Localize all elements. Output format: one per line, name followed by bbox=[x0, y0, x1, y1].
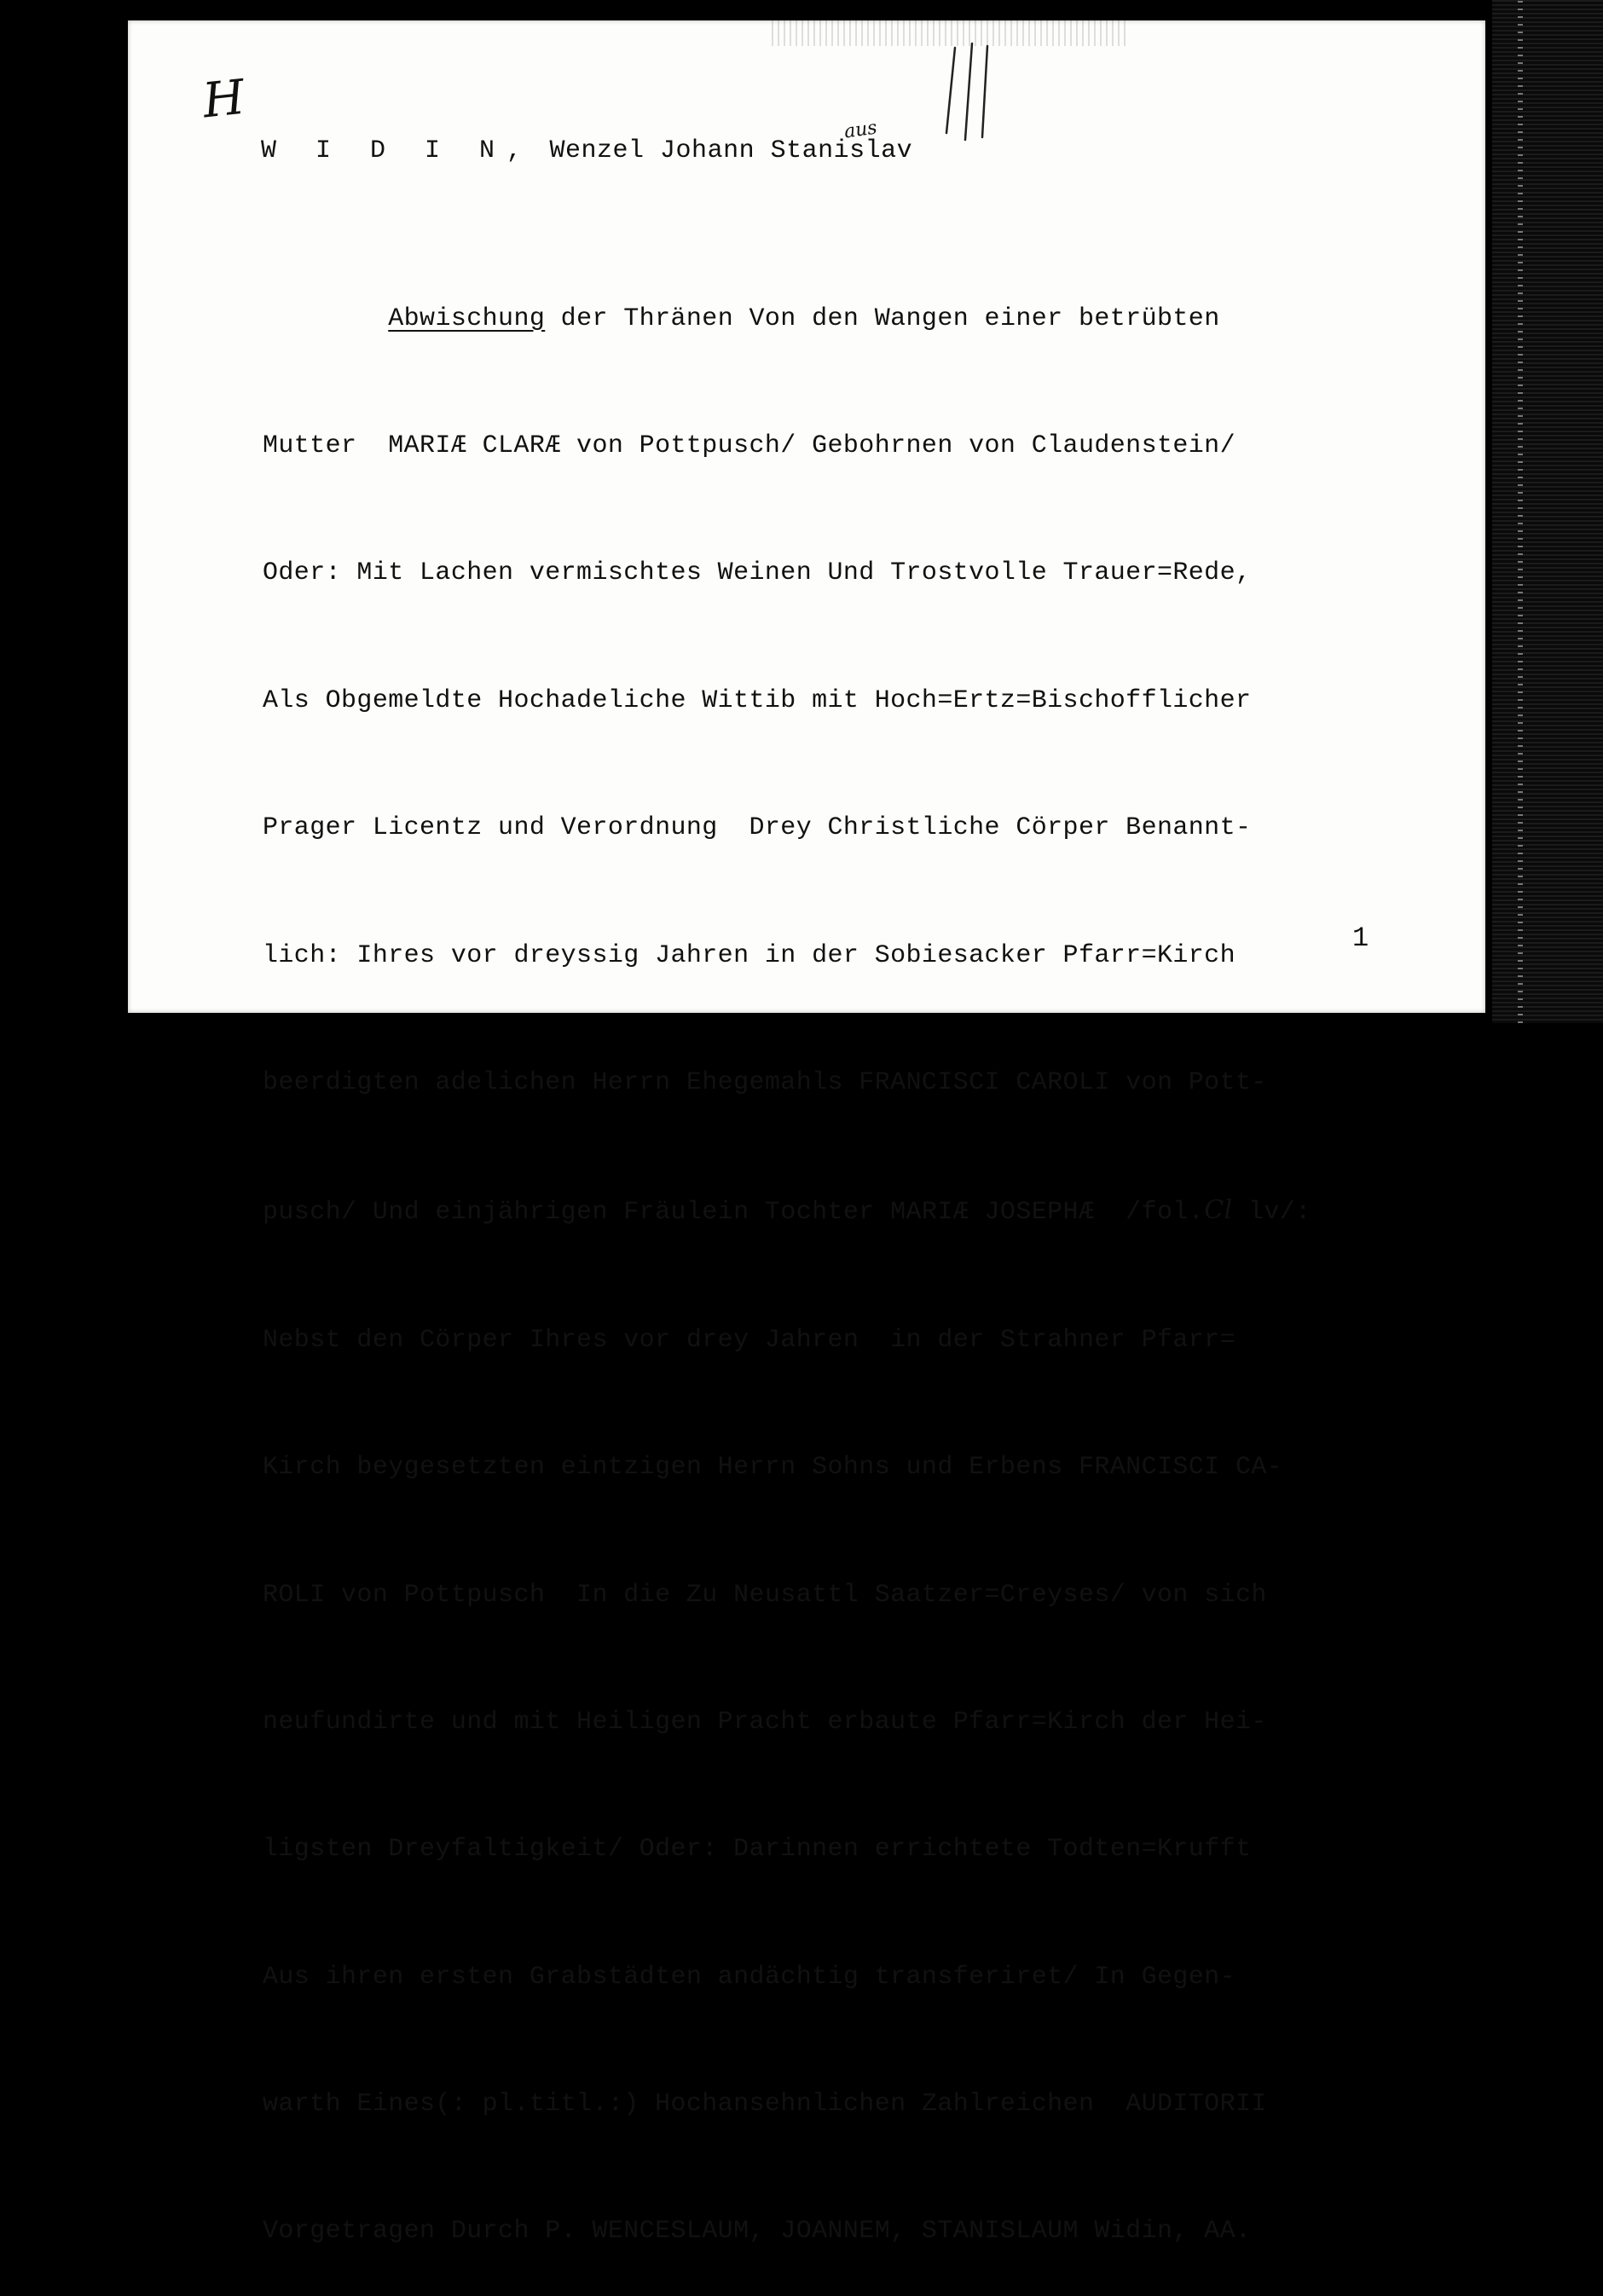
body-line: beerdigten adelichen Herrn Ehegemahls FRANCISCI CAROLI von Pott- bbox=[263, 1067, 1267, 1097]
handwritten-strokes bbox=[938, 39, 1023, 142]
body-line bbox=[263, 298, 1422, 341]
heading-surname: W I D I N, bbox=[261, 136, 535, 165]
scan-border-strip bbox=[1492, 0, 1603, 1023]
body-line: neufundirte und mit Heiligen Pracht erbaute Pfarr=Kirch der Hei- bbox=[263, 1707, 1267, 1737]
entry-heading bbox=[261, 136, 912, 165]
line-text: pusch/ Und einjährigen Fräulein Tochter MARIÆ JOSEPHÆ /fol. bbox=[263, 1198, 1205, 1228]
body-line: Oder: Mit Lachen vermischtes Weinen Und Trostvolle Trauer=Rede, bbox=[263, 558, 1252, 588]
handwritten-folio-mark: Cl bbox=[1204, 1195, 1233, 1226]
body-line: Prager Licentz und Verordnung Drey Christliche Cörper Benannt- bbox=[263, 813, 1252, 843]
line-text: der Thränen Von den Wangen einer betrübten bbox=[545, 304, 1220, 333]
body-line bbox=[263, 1189, 1422, 1235]
underlined-title-word: Abwischung bbox=[388, 304, 546, 333]
page-number: 1 bbox=[1352, 922, 1369, 954]
entry-body bbox=[263, 213, 1422, 2296]
handwritten-insert-note: aus bbox=[842, 117, 879, 143]
handwritten-mark: H bbox=[200, 69, 248, 130]
body-line: Als Obgemeldte Hochadeliche Wittib mit Hoch=Ertz=Bischofflicher bbox=[263, 685, 1252, 715]
body-line: ligsten Dreyfaltigkeit/ Oder: Darinnen errichtete Todten=Krufft bbox=[263, 1835, 1252, 1865]
body-line: lich: Ihres vor dreyssig Jahren in der Sobiesacker Pfarr=Kirch bbox=[263, 940, 1236, 970]
body-line: Mutter MARIÆ CLARÆ von Pottpusch/ Gebohrnen von Claudenstein/ bbox=[263, 431, 1236, 460]
body-line: Nebst den Cörper Ihres vor drey Jahren in der Strahner Pfarr= bbox=[263, 1325, 1236, 1355]
line-text: lv/: bbox=[1232, 1198, 1311, 1228]
body-line: ROLI von Pottpusch In die Zu Neusattl Saatzer=Creyses/ von sich bbox=[263, 1580, 1267, 1610]
heading-given-names: Wenzel Johann Stanislav bbox=[534, 136, 913, 165]
body-line: Vorgetragen Durch P. WENCESLAUM, JOANNEM, STANISLAUM Widin, AA. bbox=[263, 2217, 1252, 2247]
body-line: warth Eines(: pl.titl.:) Hochansehnlichen Zahlreichen AUDITORII bbox=[263, 2090, 1267, 2120]
line-indent bbox=[263, 304, 388, 333]
body-line: Aus ihren ersten Grabstädten andächtig transferiret/ In Gegen- bbox=[263, 1962, 1236, 1992]
body-line: Kirch beygesetzten eintzigen Herrn Sohns und Erbens FRANCISCI CA- bbox=[263, 1453, 1283, 1483]
